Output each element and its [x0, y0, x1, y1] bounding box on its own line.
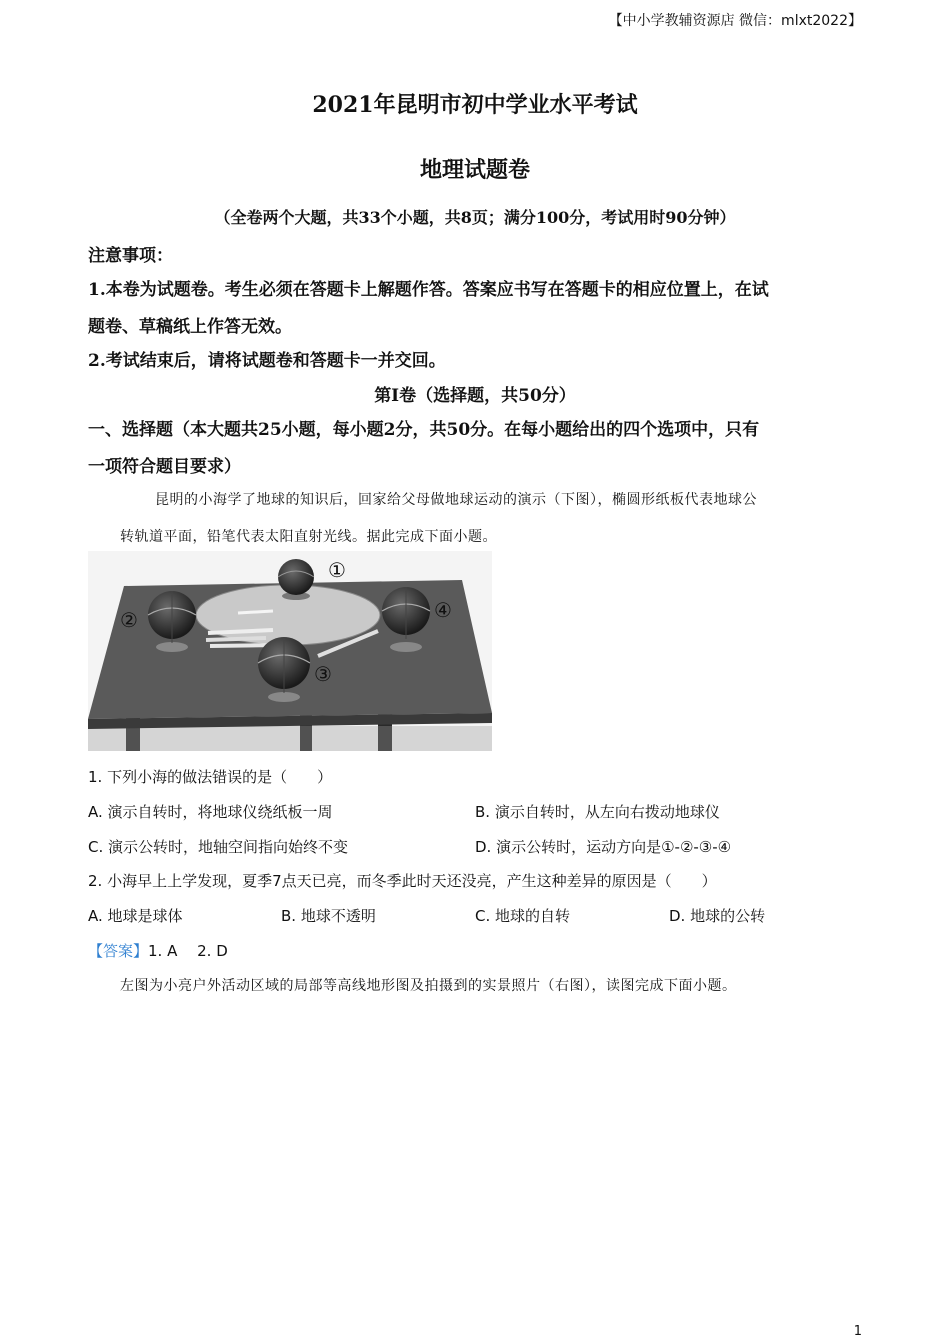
exam-scope: （全卷两个大题，共33个小题，共8页；满分100分，考试用时90分钟） [214, 208, 736, 227]
section-heading-line-1: 一、选择题（本大题共25小题，每小题2分，共50分。在每小题给出的四个选项中，只有 [88, 420, 760, 440]
label-4: ④ [434, 598, 452, 622]
label-1: ① [328, 558, 346, 582]
question-1-option-b: B. 演示自转时，从左向右拨动地球仪 [475, 803, 720, 821]
watermark: 【中小学教辅资源店 微信：mlxt2022】 [608, 13, 862, 29]
question-2-option-a: A. 地球是球体 [88, 907, 183, 925]
intro-2: 左图为小亮户外活动区域的局部等高线地形图及拍摄到的实景照片（右图），读图完成下面小题。 [120, 978, 737, 994]
notice-item-2: 2.考试结束后，请将试题卷和答题卡一并交回。 [88, 351, 446, 371]
subject-title: 地理试题卷 [419, 157, 530, 183]
question-2-option-c: C. 地球的自转 [475, 907, 571, 925]
intro-1-line-2: 转轨道平面，铅笔代表太阳直射光线。据此完成下面小题。 [120, 529, 497, 545]
notice-heading: 注意事项： [88, 246, 173, 266]
question-2-option-b: B. 地球不透明 [281, 907, 376, 925]
page-title: 2021年昆明市初中学业水平考试 [312, 92, 638, 118]
question-2-option-d: D. 地球的公转 [669, 907, 766, 925]
answer-line [88, 940, 228, 961]
answer-text: 1. A 2. D [148, 942, 228, 960]
question-1-option-d: D. 演示公转时，运动方向是①-②-③-④ [475, 838, 732, 856]
part-title: 第I卷（选择题，共50分） [374, 386, 576, 406]
globe-demo-photo [88, 551, 492, 751]
question-1-stem: 1. 下列小海的做法错误的是（ ） [88, 768, 333, 786]
section-heading-line-2: 一项符合题目要求） [88, 457, 241, 477]
question-2-stem: 2. 小海早上上学发现，夏季7点天已亮，而冬季此时天还没亮，产生这种差异的原因是（ ） [88, 872, 717, 890]
label-3: ③ [314, 662, 332, 686]
intro-1-line-1: 昆明的小海学了地球的知识后，回家给父母做地球运动的演示（下图），椭圆形纸板代表地球公 [155, 492, 757, 508]
answer-tag: 【答案】 [88, 942, 149, 960]
label-2: ② [120, 608, 138, 632]
notice-item-1-line-2: 题卷、草稿纸上作答无效。 [88, 317, 292, 337]
question-1-option-c: C. 演示公转时，地轴空间指向始终不变 [88, 838, 349, 856]
notice-item-1-line-1: 1.本卷为试题卷。考生必须在答题卡上解题作答。答案应书写在答题卡的相应位置上，在试 [88, 280, 769, 300]
page-number: 1 [853, 1324, 862, 1339]
question-1-option-a: A. 演示自转时，将地球仪绕纸板一周 [88, 803, 333, 821]
